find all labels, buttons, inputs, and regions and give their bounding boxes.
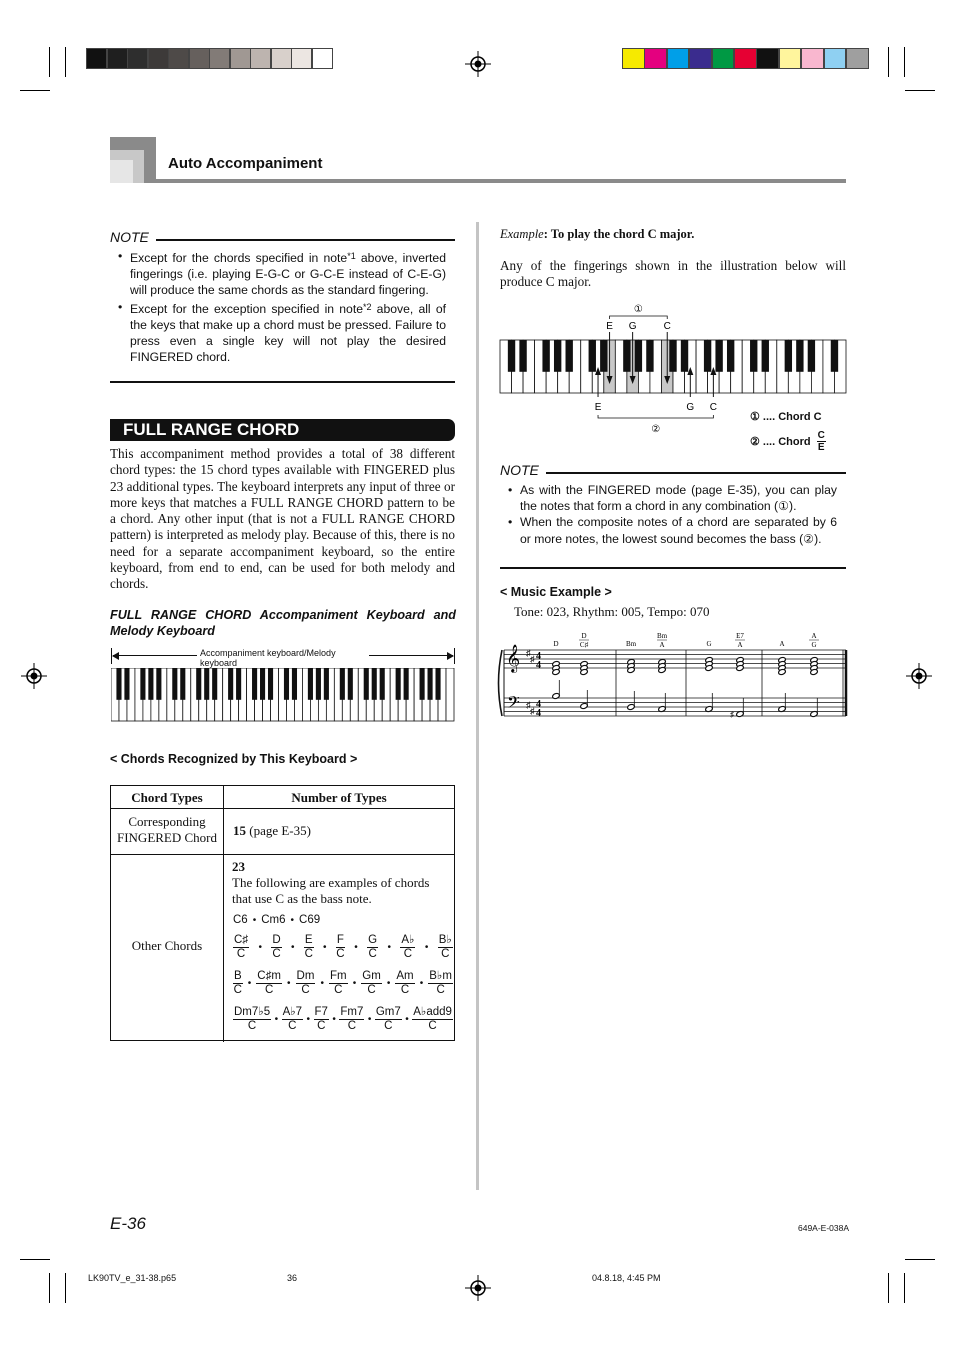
black-key [212,668,217,700]
crop-mark [904,1273,905,1303]
body-paragraph: This accompaniment method provides a total of 38 different chord types: the 15 chord types available with FINGERED plus 23 additional types. The keyboard interprets any input of three or more keys that matches a FULL RANGE CHORD pattern to be a chord. Any other input (that is not a FULL RANGE CHORD pattern) is interpreted as melody play. Because of this, there is no need for a separate accompaniment keyboard, so the entire keyboard, from end to end, can be used for both melody and chords. [110,446,455,592]
gray-calibration-bar [86,48,332,69]
color-swatch [689,48,712,69]
black-key [808,340,815,372]
separator-dot: • [424,942,429,953]
separator-dot: • [419,978,424,989]
keyboard-illustration [111,668,455,722]
crop-mark [888,47,889,77]
example-title: Example: To play the chord C major. [500,227,695,241]
black-key [762,340,769,372]
separator-dot: • [354,942,358,953]
black-key [148,668,153,700]
black-key [260,668,265,700]
separator-dot: • [247,978,252,989]
note-list [500,482,837,547]
black-key [704,340,711,372]
black-key [554,340,561,372]
separator-dot: • [352,978,357,989]
chord-symbol: G [706,640,712,648]
black-key [404,668,409,700]
chord-row [233,914,320,926]
black-key [589,340,596,372]
black-key [292,668,297,700]
color-swatch [148,48,169,69]
chord-symbol: D [581,632,587,640]
header-rule [156,179,846,183]
note-label: C [663,321,671,332]
music-settings: Tone: 023, Rhythm: 005, Tempo: 070 [514,604,710,619]
slash-chord: $\frac{Dm7♭5}{C}$ [234,1006,271,1032]
color-swatch [801,48,824,69]
slash-chord: $\frac{E}{C}$ [304,934,313,960]
crop-mark [65,47,66,77]
crop-mark [905,90,935,91]
slash-chord: $\frac{B}{C}$ [233,970,242,996]
black-key [172,668,177,700]
table-cell: 15 (page E-35) [233,823,311,838]
black-key [340,668,345,700]
note-label: G [628,321,637,332]
black-key [715,340,722,372]
separator-dot: • [367,1014,372,1025]
crop-mark [20,1259,50,1260]
black-key [316,668,321,700]
slash-chord: $\frac{Gm7}{C}$ [375,1006,401,1032]
crop-mark [888,1273,889,1303]
color-swatch [86,48,107,69]
slash-chord: $\frac{Fm}{C}$ [330,970,347,996]
black-key [600,340,607,372]
crop-mark [904,47,905,77]
chord-row [233,1006,453,1033]
chord-symbol: C♯ [579,641,589,649]
white-key [446,668,454,721]
black-key [396,668,401,700]
black-key [372,668,377,700]
black-key [156,668,161,700]
black-key [542,340,549,372]
marker-label: ② [651,424,661,435]
separator-dot: • [291,942,295,953]
legend-item: ① .... Chord C [750,411,822,423]
black-key [116,668,121,700]
separator-dot: • [387,942,391,953]
time-signature: 4 [536,699,541,710]
list-item: • Except for the exception specified in note$^{*2}$ above, all of the keys that make up a chord must be pressed. Failure to press even a single key will not play the desired FINGERED chord. [110,299,446,366]
crop-mark [49,1273,50,1303]
crop-mark [905,1259,935,1260]
sharp-icon: ♯ [530,706,535,716]
keyboard-label: Accompaniment keyboard/Melody keyboard [197,648,369,668]
black-key [284,668,289,700]
chord-symbol: A [737,641,743,649]
separator-dot: • [386,978,391,989]
chord-name: C69 [299,914,321,926]
table-cell: 23 The following are examples of chords that use C as the bass note. [232,859,430,906]
chord-row [233,970,453,997]
note-heading: NOTE [110,229,455,247]
body-paragraph: Any of the fingerings shown in the illustration below will produce C major. [500,258,846,290]
sharp-icon: ♯ [730,710,734,719]
chord-name: Cm6 [261,914,286,926]
color-swatch [667,48,690,69]
registration-mark-icon [906,663,932,689]
black-key [623,340,630,372]
time-signature: 4 [536,660,541,671]
bass-clef-icon: 𝄢 [507,692,520,716]
print-date: 04.8.18, 4:45 PM [592,1273,661,1283]
black-key [435,668,440,700]
subheading: FULL RANGE CHORD Accompaniment Keyboard and Melody Keyboard [110,608,456,638]
black-key [140,668,145,700]
slash-chord: $\frac{F}{C}$ [336,934,345,960]
crop-mark [65,1273,66,1303]
chord-examples [233,914,453,1036]
black-key [750,340,757,372]
black-key [124,668,129,700]
color-swatch [168,48,189,69]
color-swatch [846,48,869,69]
separator-dot: • [286,978,291,989]
color-swatch [230,48,251,69]
note-list [110,248,446,365]
table-heading: < Chords Recognized by This Keyboard > [110,752,358,766]
separator-dot: • [252,914,257,926]
slash-chord: $\frac{C♯}{C}$ [234,934,249,960]
black-key [831,340,838,372]
separator-dot: • [290,914,295,926]
keyboard-range-arrow [111,648,455,668]
note-label: E [594,402,602,413]
bracket [598,415,713,418]
column-divider [476,222,479,1190]
treble-clef-icon: 𝄞 [506,644,521,672]
separator-dot: • [274,1014,279,1025]
table-cell: Corresponding FINGERED Chord [116,814,218,845]
marker-label: ① [633,304,643,315]
black-key [380,668,385,700]
color-swatch [779,48,802,69]
separator-dot: • [306,1014,311,1025]
chord-legend [750,410,826,453]
black-key [796,340,803,372]
legend-item: ② .... Chord $\frac{C}{E}$ [750,430,825,453]
chord-row [233,934,453,961]
black-key [681,340,688,372]
separator-dot: • [322,942,327,953]
sharp-icon: ♯ [526,648,531,658]
color-swatch [734,48,757,69]
black-key [635,340,642,372]
chord-symbol: A [811,632,817,640]
sharp-icon: ♯ [526,700,531,710]
brace-icon [499,650,503,716]
crop-mark [20,90,50,91]
black-key [566,340,573,372]
chord-symbol: G [811,641,817,649]
black-key [268,668,273,700]
column-header: Number of Types [291,790,387,805]
black-key [646,340,653,372]
color-swatch [209,48,230,69]
slash-chord: $\frac{B♭m}{C}$ [429,970,452,996]
music-score [496,630,848,725]
list-item: • As with the FINGERED mode (page E-35), you can play the notes that form a chord in any combination (①). [500,482,837,514]
note-rule [500,567,846,569]
note-label: E [606,321,613,332]
color-swatch [107,48,128,69]
note-heading: NOTE [500,462,846,480]
time-signature: 4 [536,708,541,719]
black-key [727,340,734,372]
slash-chord: $\frac{A♭}{C}$ [401,934,415,960]
column-header: Chord Types [131,790,203,805]
slash-chord: $\frac{A♭7}{C}$ [282,1006,303,1032]
color-swatch [712,48,735,69]
slash-chord: $\frac{Gm}{C}$ [362,970,381,996]
color-swatch [824,48,847,69]
color-calibration-bar [622,48,868,69]
color-swatch [291,48,312,69]
chord-name: C6 [233,914,248,926]
slash-chord: $\frac{D}{C}$ [272,934,281,960]
note-label: G [686,402,695,413]
chord-symbol: A [659,641,665,649]
black-key [204,668,209,700]
chord-symbol: A [779,640,785,648]
color-swatch [312,48,333,69]
black-key [420,668,425,700]
list-item: • When the composite notes of a chord are separated by 6 or more notes, the lowest sound becomes the bass (②). [500,514,837,546]
chord-symbol: Bm [656,632,668,640]
black-key [180,668,185,700]
black-key [508,340,515,372]
black-key [236,668,241,700]
separator-dot: • [320,978,324,989]
separator-dot: • [258,942,262,953]
page-title: Auto Accompaniment [168,155,323,172]
black-key [364,668,369,700]
separator-dot: • [405,1014,409,1025]
slash-chord: $\frac{G}{C}$ [368,934,378,960]
slash-chord: $\frac{\text{A♭add9}}{C}$ [413,1006,452,1032]
slash-chord: $\frac{Dm}{C}$ [296,970,315,996]
black-key [228,668,233,700]
black-key [324,668,329,700]
slash-chord: $\frac{F7}{C}$ [314,1006,328,1032]
sharp-icon: ♯ [530,654,535,664]
black-key [428,668,433,700]
time-signature: 4 [536,651,541,662]
file-name: LK90TV_e_31-38.p65 [88,1273,177,1283]
color-swatch [271,48,292,69]
color-swatch [250,48,271,69]
section-banner: FULL RANGE CHORD [110,419,455,441]
page-number: E-36 [110,1214,146,1233]
music-heading: < Music Example > [500,585,612,599]
black-key [196,668,201,700]
black-key [252,668,257,700]
registration-mark-icon [465,51,491,77]
separator-dot: • [332,1014,336,1025]
slash-chord: $\frac{B♭}{C}$ [438,934,452,960]
chord-symbol: D [553,640,559,648]
black-key [519,340,526,372]
color-swatch [127,48,148,69]
slash-chord: $\frac{Fm7}{C}$ [340,1006,364,1032]
black-key [669,340,676,372]
black-key [308,668,313,700]
note-label: C [709,402,717,413]
header-tab-icon [110,160,133,183]
doc-code: 649A-E-038A [798,1223,850,1233]
color-swatch [189,48,210,69]
registration-mark-icon [21,663,47,689]
chord-symbol: Bm [625,640,637,648]
list-item: • Except for the chords specified in note$^{*1}$ above, inverted fingerings (i.e. playing E-G-C or G-C-E instead of C-E-G) will produce the same chords as the standard fingering. [110,248,446,299]
registration-mark-icon [465,1275,491,1301]
color-swatch [756,48,779,69]
crop-mark [49,47,50,77]
black-key [785,340,792,372]
color-swatch [644,48,667,69]
chord-symbol: E7 [736,632,744,640]
bracket [610,316,668,319]
table-cell: Other Chords [131,938,203,953]
note-rule [110,381,455,383]
chords-table [110,785,455,1041]
slash-chord: $\frac{C♯m}{C}$ [257,970,281,996]
slash-chord: $\frac{Am}{C}$ [396,970,414,996]
black-key [348,668,353,700]
file-page: 36 [287,1273,298,1283]
color-swatch [622,48,645,69]
